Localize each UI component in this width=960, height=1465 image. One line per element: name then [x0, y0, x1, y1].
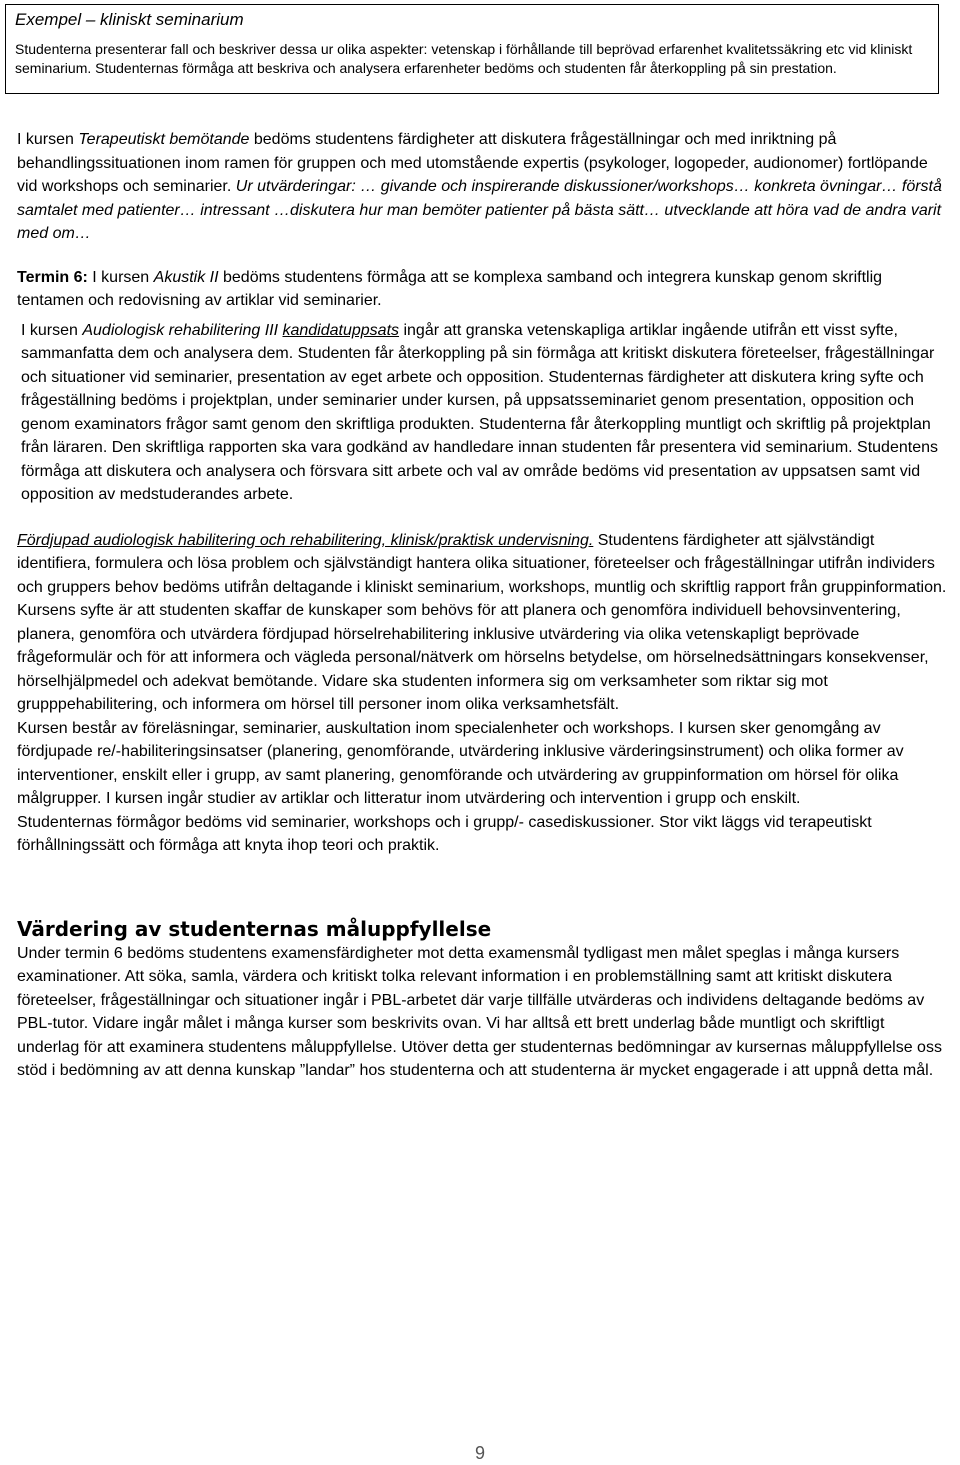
- p3-text-e: ingår att granska vetenskapliga artiklar ingående utifrån ett visst syfte, sammanfatta dem och analysera dem. Studenten får återkoppling på sin förmåga att kritiskt diskutera företeelser, frågeställningar och situationer vid seminarier, presentation av eget arbete och opposition. Studenternas färdigheter att diskutera kring syfte och frågeställning bedöms i projektplan, under seminarier under kursen, på uppsatsseminariet genom presentation, opposition och genom examinators frågor samt genom den skriftliga produkten. Studenterna får återkoppling muntligt och skriftlig på projektplan från läraren. Den skriftliga rapporten ska vara godkänd av handledare innan studenten får presentera vid seminarium. Studentens förmåga att diskutera och analysera och försvara sitt arbete och val av område bedöms vid presentation av uppsatsen samt vid opposition av medstuderandes arbete.: [21, 321, 938, 503]
- course-name-fordjupad: Fördjupad audiologisk habilitering och rehabilitering, klinisk/praktisk undervisning.: [17, 531, 594, 549]
- paragraph-fordjupad-habilitering: [17, 529, 951, 717]
- termin-6-label: Termin 6:: [17, 268, 88, 286]
- paragraph-kursen-bestar: Kursen består av föreläsningar, seminarier, auskultation inom specialenheter och workshops. I kursen sker genomgång av fördjupade re/-habiliteringsinsatser (planering, genomförande, utvärdering inklusive värderingsinstrument) och olika former av interventioner, enskilt eller i grupp, av samt planering, genomförande och utvärdering av gruppinformation om hörsel för olika målgrupper. I kursen ingår studier av artiklar och litteratur inom utvärdering och intervention i grupp och enskilt.: [17, 719, 904, 807]
- p3-text-a: I kursen: [21, 321, 83, 339]
- p2-text-b: I kursen: [87, 268, 154, 286]
- paragraph-termin-6: [17, 266, 951, 313]
- paragraph-terapeutiskt-bemotande: [17, 128, 951, 246]
- paragraph-termin-6-summary: Under termin 6 bedöms studentens examensfärdigheter mot detta examensmål tydligast men målet speglas i många kursers examinationer. Att söka, samla, värdera och kritiskt tolka relevant information i en problemställning samt att kritiskt diskutera företeelser, frågeställningar och situationer ingår i PBL-arbetet där varje tillfälle utvärderas och individens deltagande bedöms av PBL-tutor. Vidare ingår målet i många kurser som beskrivits ovan. Vi har alltså ett brett underlag både muntligt och skriftligt underlag för att examinera studentens måluppfyllelse. Utöver detta ger studenternas bedömningar av kursernas måluppfyllelse oss stöd i bedömning av att denna kunskap ”landar” hos studenterna och att studenterna är mycket engagerade i att uppnå detta mål.: [17, 944, 942, 1079]
- p1-text-c: bedöms studentens färdigheter att diskutera frågeställningar och med inriktning på behandlingssituationen inom ramen för gruppen och med utomstående expertis (psykologer, logopeder, audionomer) fortlöpande vid workshops och seminarier.: [17, 131, 928, 195]
- evaluation-quotes: Ur utvärderingar: … givande och inspirerande diskussioner/workshops… konkreta övningar… förstå samtalet med patienter… intressant …diskutera hur man bemöter patienter på bästa sätt… utvecklande att höra vad de andra varit med om…: [17, 178, 942, 242]
- example-box: [5, 4, 939, 94]
- paragraph-audiologisk-rehabilitering: [17, 319, 951, 507]
- p2-text-d: bedöms studentens förmåga att se komplexa samband och integrera kunskap genom skriftlig tentamen och redovisning av artiklar vid seminarier.: [17, 268, 883, 309]
- example-box-body: Studenterna presenterar fall och beskriver dessa ur olika aspekter: vetenskap i förhållande till beprövad erfarenhet kvalitetssäkring etc vid kliniskt seminarium. Studenternas förmåga att beskriva och analysera erfarenheter bedöms och studenten får återkoppling på sin prestation.: [15, 41, 913, 76]
- course-name-akustik: Akustik II: [153, 268, 219, 286]
- document-body: [17, 128, 951, 1083]
- paragraph-studenternas-formagor: Studenternas förmågor bedöms vid seminarier, workshops och i grupp/- casediskussioner. Stor vikt läggs vid terapeutiskt förhållningssätt och förmåga att knyta ihop teori och praktik.: [17, 813, 872, 854]
- course-name-terapeutiskt-bemotande: Terapeutiskt bemötande: [78, 131, 250, 148]
- course-name-audiologisk-rehabilitering: Audiologisk rehabilitering III: [82, 321, 279, 339]
- kandidatuppsats-label: kandidatuppsats: [282, 321, 400, 339]
- p4-text-b: Studentens färdigheter att självständigt identifiera, formulera och lösa problem och självständigt hantera olika situationer, företeelser och frågeställningar utifrån individers och gruppers behov bedöms utifrån deltagande i kliniskt seminarium, workshops, muntlig och skriftlig rapport från gruppinformation. Kursens syfte är att studenten skaffar de kunskaper som behövs för att planera och genomföra individuell behovsinventering, planera, genomföra och utvärdera fördjupad hörselrehabilitering inklusive utvärdering via olika vetenskapligt beprövade frågeformulär och för att informera och vägleda personal/nätverk om hörselns betydelse, om hörselnedsättningars konsekvenser, hörselhjälpmedel och adekvat bemötande. Vidare ska studenten informera sig om verksamheter som riktar sig mot gruppрehabilitering, och informera om hörsel till personer inom olika verksamhetsfält.: [17, 531, 947, 713]
- p1-text-a: I kursen: [17, 131, 79, 148]
- example-box-title: Exempel – kliniskt seminarium: [15, 10, 244, 29]
- page-number: 9: [474, 1443, 485, 1463]
- section-heading: Värdering av studenternas måluppfyllelse: [17, 916, 492, 941]
